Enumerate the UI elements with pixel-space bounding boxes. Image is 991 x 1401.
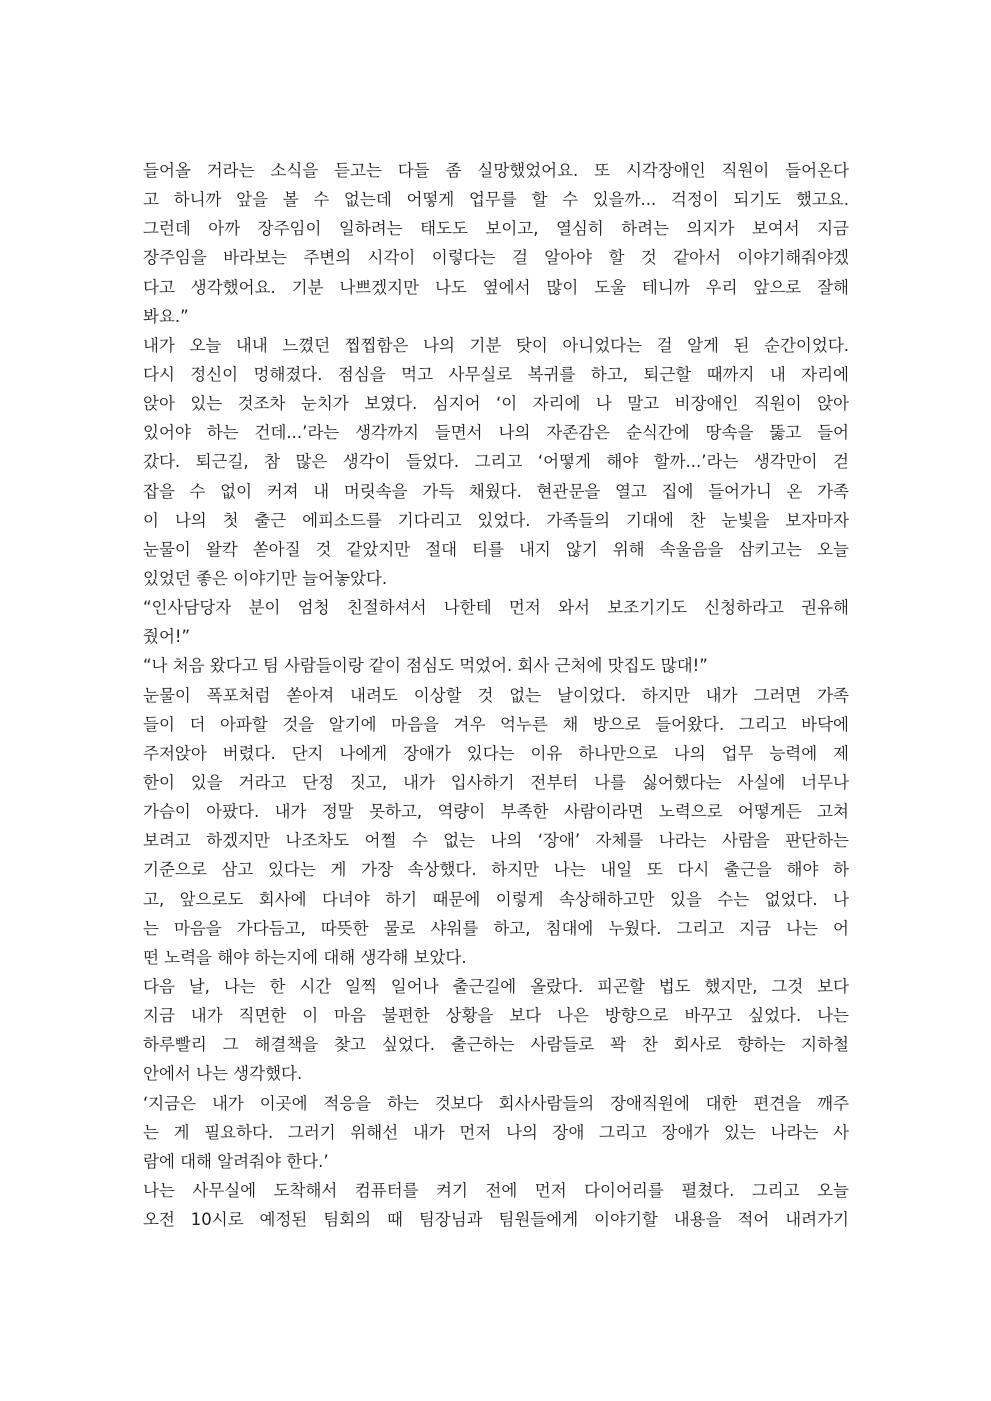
text-line: 람에 대해 알려줘야 한다.’: [143, 1151, 329, 1171]
text-line: 이 나의 첫 출근 에피소드를 기다리고 있었다. 가족들의 기대에 찬 눈빛을 보자마자: [143, 510, 849, 530]
text-line: 다시 정신이 멍해졌다. 점심을 먹고 사무실로 복귀를 하고, 퇴근할 때까지 내 자리에: [143, 364, 849, 384]
text-line: 장주임을 바라보는 주변의 시각이 이렇다는 걸 알아야 할 것 같아서 이야기해줘야겠: [143, 248, 849, 268]
text-line: 는 마음을 가다듬고, 따뜻한 물로 샤워를 하고, 침대에 누웠다. 그리고 지금 나는 어: [143, 918, 849, 938]
text-line: 줬어!”: [143, 627, 191, 647]
text-line: 는 게 필요하다. 그러기 위해선 내가 먼저 나의 장애 그리고 장애가 있는 나라는 사: [143, 1122, 849, 1142]
text-line: “인사담당자 분이 엄청 친절하셔서 나한테 먼저 와서 보조기기도 신청하라고 권유해: [143, 598, 849, 618]
text-line: 기준으로 삼고 있다는 게 가장 속상했다. 하지만 나는 내일 또 다시 출근을 해야 하: [143, 860, 849, 880]
text-line: 들이 더 아파할 것을 알기에 마음을 겨우 억누른 채 방으로 들어왔다. 그리고 바닥에: [143, 714, 849, 734]
text-line: 고, 앞으로도 회사에 다녀야 하기 때문에 이렇게 속상해하고만 있을 수는 없었다. 나: [143, 889, 849, 909]
text-line: 안에서 나는 생각했다.: [143, 1064, 303, 1084]
text-line: 나는 사무실에 도착해서 컴퓨터를 켜기 전에 먼저 다이어리를 펼쳤다. 그리고 오늘: [143, 1180, 849, 1200]
text-line: “나 처음 왔다고 팀 사람들이랑 같이 점심도 먹었어. 회사 근처에 맛집도 많대!”: [143, 656, 708, 676]
document-body: [143, 156, 849, 1234]
text-line: 가슴이 아팠다. 내가 정말 못하고, 역량이 부족한 사람이라면 노력으로 어떻게든 고쳐: [143, 802, 849, 822]
text-line: 한이 있을 거라고 단정 짓고, 내가 입사하기 전부터 나를 싫어했다는 사실에 너무나: [143, 772, 849, 792]
text-line: 잡을 수 없이 커져 내 머릿속을 가득 채웠다. 현관문을 열고 집에 들어가니 온 가족: [143, 481, 849, 501]
text-line: 갔다. 퇴근길, 참 많은 생각이 들었다. 그리고 ‘어떻게 해야 할까...’라는 생각만이 걷: [143, 452, 849, 472]
text-line: 주저앉아 버렸다. 단지 나에게 장애가 있다는 이유 하나만으로 나의 업무 능력에 제: [143, 743, 849, 763]
text-line: 다음 날, 나는 한 시간 일찍 일어나 출근길에 올랐다. 피곤할 법도 했지만, 그것 보다: [143, 976, 849, 996]
text-line: 있었던 좋은 이야기만 늘어놓았다.: [143, 568, 388, 588]
text-line: 고 하니까 앞을 볼 수 없는데 어떻게 업무를 할 수 있을까... 걱정이 되기도 했고요.: [143, 190, 849, 210]
text-line: 앉아 있는 것조차 눈치가 보였다. 심지어 ‘이 자리에 나 말고 비장애인 직원이 앉아: [143, 394, 849, 414]
text-line: 다고 생각했어요. 기분 나쁘겠지만 나도 옆에서 많이 도울 테니까 우리 앞으로 잘해: [143, 277, 849, 297]
text-line: 떤 노력을 해야 하는지에 대해 생각해 보았다.: [143, 947, 467, 967]
text-line: 눈물이 왈칵 쏟아질 것 같았지만 절대 티를 내지 않기 위해 속울음을 삼키고는 오늘: [143, 539, 849, 559]
text-line: 보려고 하겠지만 나조차도 어쩔 수 없는 나의 ‘장애’ 자체를 나라는 사람을 판단하는: [143, 831, 849, 851]
text-line: 있어야 하는 건데...’라는 생각까지 들면서 나의 자존감은 순식간에 땅속을 뚫고 들어: [143, 423, 849, 443]
text-line: 눈물이 폭포처럼 쏟아져 내려도 이상할 것 없는 날이었다. 하지만 내가 그러면 가족: [143, 685, 849, 705]
text-line: 하루빨리 그 해결책을 찾고 싶었다. 출근하는 사람들로 꽉 찬 회사로 향하는 지하철: [143, 1035, 849, 1055]
text-line: 봐요.”: [143, 306, 189, 326]
text-line: ‘지금은 내가 이곳에 적응을 하는 것보다 회사사람들의 장애직원에 대한 편견을 깨주: [143, 1093, 849, 1113]
text-line: 오전 10시로 예정된 팀회의 때 팀장님과 팀원들에게 이야기할 내용을 적어 내려가기: [143, 1210, 849, 1230]
text-line: 지금 내가 직면한 이 마음 불편한 상황을 보다 나은 방향으로 바꾸고 싶었다. 나는: [143, 1006, 849, 1026]
text-line: 들어올 거라는 소식을 듣고는 다들 좀 실망했었어요. 또 시각장애인 직원이 들어온다: [143, 161, 849, 180]
text-line: 그런데 아까 장주임이 일하려는 태도도 보이고, 열심히 하려는 의지가 보여서 지금: [143, 219, 849, 239]
text-line: 내가 오늘 내내 느꼈던 찝찝함은 나의 기분 탓이 아니었다는 걸 알게 된 순간이었다.: [143, 335, 849, 355]
